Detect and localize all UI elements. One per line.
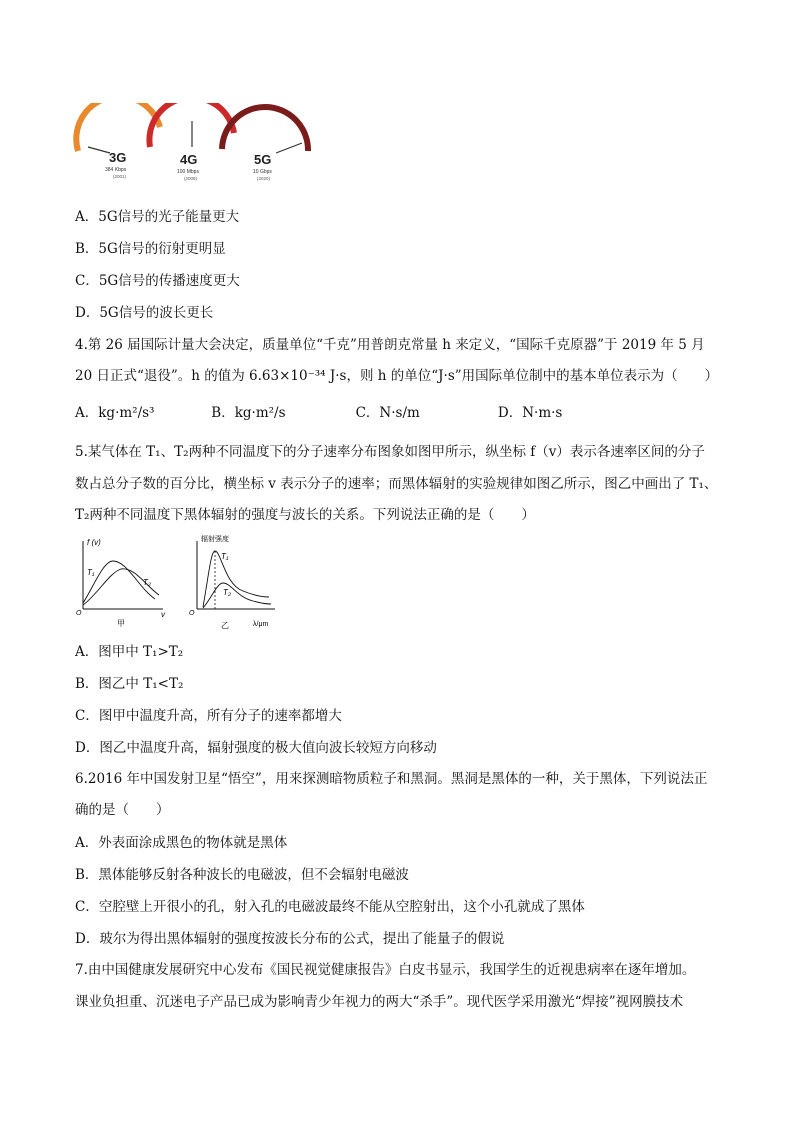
- gauge-3g-year: (2001): [113, 174, 127, 179]
- yi-t2-label: T₂: [223, 588, 231, 597]
- q6-stem-line2: 确的是（ ）: [75, 802, 170, 818]
- q5-option-c: C．图甲中温度升高，所有分子的速率都增大: [75, 708, 342, 724]
- q5-stem-line3: T₂两种不同温度下黑体辐射的强度与波长的关系。下列说法正确的是（ ）: [75, 507, 535, 523]
- jia-xlabel: v: [161, 610, 165, 619]
- q5-figures: [75, 533, 295, 633]
- gauge-3g-needle: [88, 147, 110, 153]
- yi-t1-label: T₁: [221, 552, 229, 561]
- gauge-5g-needle: [276, 143, 302, 153]
- q4-option-c: C．N·s/m: [355, 405, 420, 421]
- network-gauge-illustration: [72, 103, 312, 185]
- yi-origin: O: [189, 610, 195, 617]
- q5-option-a: A．图甲中 T₁>T₂: [75, 644, 184, 660]
- gauge-3g-speed: 384 Kbps: [105, 167, 127, 173]
- q3-option-b: B．5G信号的衍射更明显: [75, 241, 226, 257]
- gauge-4g-label: 4G: [180, 152, 198, 167]
- jia-caption: 甲: [117, 619, 125, 628]
- q5-option-d: D．图乙中温度升高，辐射强度的极大值向波长较短方向移动: [75, 740, 437, 756]
- q6-option-c: C．空腔壁上开很小的孔，射入孔的电磁波最终不能从空腔射出，这个小孔就成了黑体: [75, 899, 585, 915]
- q7-stem-line2: 课业负担重、沉迷电子产品已成为影响青少年视力的两大“杀手”。现代医学采用激光“焊接”视网膜技术: [75, 994, 684, 1010]
- jia-t2-label: T₂: [143, 578, 151, 587]
- q6-option-a: A．外表面涂成黑色的物体就是黑体: [75, 835, 288, 851]
- gauge-3g-label: 3G: [109, 150, 127, 165]
- q4-stem-line2: 20 日正式“退役”。h 的值为 6.63×10⁻³⁴ J·s，则 h 的单位“J·s”用国际单位制中的基本单位表示为（ ）: [75, 368, 719, 384]
- q6-option-d: D．玻尔为得出黑体辐射的强度按波长分布的公式，提出了能量子的假说: [75, 931, 505, 947]
- q3-option-d: D．5G信号的波长更长: [75, 305, 214, 321]
- q5-stem-line1: 5.某气体在 T₁、T₂两种不同温度下的分子速率分布图象如图甲所示，纵坐标 f（v）表示各速率区间的分子: [75, 444, 705, 460]
- q5-figures-svg: [75, 533, 295, 633]
- jia-origin: O: [76, 610, 82, 617]
- yi-curve-t2: [203, 583, 271, 608]
- yi-xlabel: λ/μm: [253, 621, 269, 628]
- q4-option-a: A．kg·m²/s³: [75, 405, 155, 421]
- q4-option-d: D．N·m·s: [497, 405, 563, 421]
- gauge-5g-label: 5G: [254, 152, 272, 167]
- gauge-5g-speed: 10 Gbps: [253, 169, 272, 175]
- q5-stem-line2: 数占总分子数的百分比，横坐标 v 表示分子的速率；而黑体辐射的实验规律如图乙所示，图乙中画出了 T₁、: [75, 476, 718, 492]
- q3-option-c: C．5G信号的传播速度更大: [75, 273, 240, 289]
- q7-stem-line1: 7.由中国健康发展研究中心发布《国民视觉健康报告》白皮书显示，我国学生的近视患病率在逐年增加。: [75, 962, 696, 978]
- gauge-4g-speed: 100 Mbps: [177, 169, 199, 175]
- yi-ylabel: 辐射强度: [201, 536, 229, 543]
- q3-option-a: A．5G信号的光子能量更大: [75, 209, 240, 225]
- gauge-5g-year: (2020): [257, 176, 271, 181]
- q4-stem-line1: 4.第 26 届国际计量大会决定，质量单位“千克”用普朗克常量 h 来定义，“国际千克原器”于 2019 年 5 月: [75, 337, 705, 353]
- yi-caption: 乙: [221, 621, 229, 630]
- q4-options: [75, 404, 562, 422]
- yi-curve-t1: [203, 551, 269, 607]
- q5-option-b: B．图乙中 T₁<T₂: [75, 676, 184, 692]
- gauge-svg: [72, 103, 312, 185]
- gauge-4g-year: (2009): [184, 176, 198, 181]
- q6-stem-line1: 6.2016 年中国发射卫星“悟空”，用来探测暗物质粒子和黑洞。黑洞是黑体的一种，关于黑体，下列说法正: [75, 771, 708, 787]
- q4-option-b: B．kg·m²/s: [211, 405, 286, 421]
- q6-option-b: B．黑体能够反射各种波长的电磁波，但不会辐射电磁波: [75, 867, 409, 883]
- jia-ylabel: f (v): [87, 538, 101, 547]
- jia-t1-label: T₁: [87, 568, 95, 577]
